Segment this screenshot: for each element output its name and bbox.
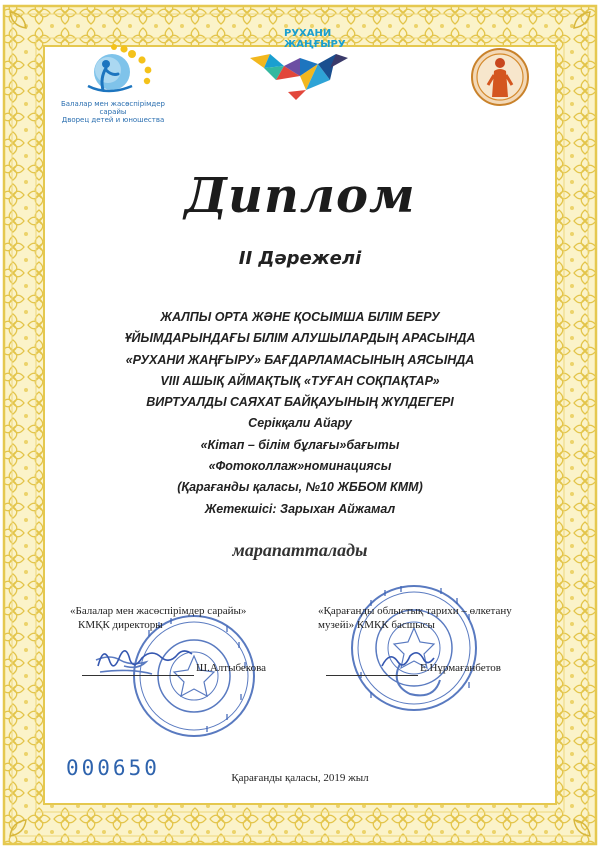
diploma-body (90, 307, 510, 520)
footer-city-year: Қарағанды қаласы, 2019 жыл (231, 772, 369, 784)
direction-line: «Кітап – білім бұлағы»бағыты (200, 437, 400, 452)
left-signatory-block (70, 604, 290, 632)
diploma-degree: II Дәрежелі (238, 248, 362, 269)
body-line: ЖАЛПЫ ОРТА ЖӘНЕ ҚОСЫМША БІЛІМ БЕРУ (160, 310, 440, 324)
right-signatory-block (318, 604, 558, 632)
body-line: «РУХАНИ ЖАҢҒЫРУ» БАҒДАРЛАМАСЫНЫҢ АЯСЫНДА (125, 352, 475, 367)
left-signatory-org: «Балалар мен жасөспірімдер сарайы» (70, 605, 247, 617)
awarded-text: марапатталады (232, 540, 368, 560)
body-line: VIII АШЫҚ АЙМАҚТЫҚ «ТУҒАН СОҚПАҚТАР» (160, 373, 440, 388)
right-signatory-role: музейі» КМҚК басшысы (318, 619, 435, 631)
museum-emblem-logo (470, 45, 530, 110)
serial-number: 000650 (66, 756, 160, 780)
sun-child-icon (48, 40, 178, 100)
body-line: ҰЙЫМДАРЫНДАҒЫ БІЛІМ АЛУШЫЛАРДЫҢ АРАСЫНДА (124, 331, 476, 346)
right-signature-line (326, 675, 418, 676)
left-signatory-name: Ш.Алтыбекова (196, 662, 267, 674)
palace-of-children-logo (48, 40, 178, 124)
left-signature-line (82, 675, 194, 676)
left-handwritten-signature (92, 640, 202, 676)
rukhani-zhangyru-text: РУХАНИ ЖАҢҒЫРУ (284, 28, 346, 50)
rukhani-zhangyru-logo (244, 24, 354, 104)
right-signatory-org: «Қарағанды облыстық тарихи – өлкетану (318, 605, 512, 617)
palace-logo-caption: Балалар мен жасөспірімдер сарайы Дворец детей и юношества (60, 100, 166, 124)
museum-emblem-icon (470, 45, 530, 110)
body-line: ВИРТУАЛДЫ САЯХАТ БАЙҚАУЫНЫҢ ЖҮЛДЕГЕРІ (146, 395, 454, 410)
recipient-name: Серікқали Айару (248, 416, 352, 431)
diploma-title: Диплом (184, 168, 416, 224)
nomination-line: «Фотоколлаж»номинациясы (208, 459, 392, 474)
left-signatory-role: КМҚК директоры (78, 619, 163, 631)
right-signatory-name: Е.Нұрмағанбетов (420, 662, 501, 674)
school-line: (Қарағанды қаласы, №10 ЖББОМ КММ) (177, 480, 423, 495)
supervisor-line: Жетекшісі: Зарыхан Айжамал (204, 501, 396, 516)
